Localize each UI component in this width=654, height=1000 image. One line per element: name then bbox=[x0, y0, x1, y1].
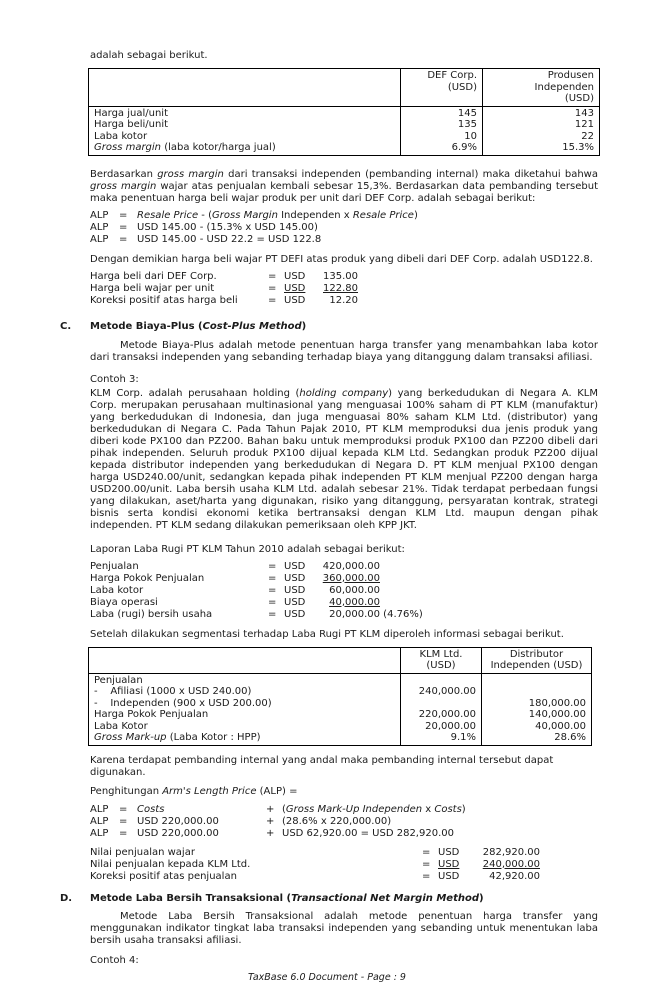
pnl-row: Biaya operasi = USD 40,000.00 bbox=[90, 596, 380, 608]
table-row: Harga beli/unit bbox=[94, 119, 169, 130]
nilai-penjualan-summary bbox=[0, 847, 654, 883]
alp-line: ALP = Costs + (Gross Mark-Up Independen x Costs) bbox=[90, 803, 466, 815]
alp-line: ALP = USD 145.00 - USD 22.2 = USD 122.8 bbox=[90, 233, 322, 245]
segmentation-table bbox=[88, 647, 592, 746]
summary-row: Nilai penjualan kepada KLM Ltd. = USD 240,000.00 bbox=[90, 858, 540, 870]
paragraph-karena: Karena terdapat pembanding internal yang andal maka pembanding internal tersebut dapat digunakan. bbox=[90, 754, 554, 778]
table2-header-distributor: Distributor Independen (USD) bbox=[481, 648, 591, 673]
table-row: Gross margin (laba kotor/harga jual) bbox=[94, 142, 276, 153]
table1-labels bbox=[89, 106, 400, 155]
table2-labels bbox=[89, 673, 400, 745]
paragraph-dengan-demikian: Dengan demikian harga beli wajar PT DEFI atas produk yang dibeli dari DEF Corp. adalah USD122.8. bbox=[90, 253, 593, 265]
paragraph-tnmm: Metode Laba Bersih Transaksional adalah metode penentuan harga transfer yang menggunakan indikator tingkat laba transaksi independen yang sebanding untuk menentukan laba bersih usaha transaksi afiliasi. bbox=[90, 910, 598, 946]
table-row: Harga jual/unit bbox=[94, 107, 169, 119]
table1-values-def: 145 135 10 6.9% bbox=[400, 106, 482, 155]
section-heading-d: D. Metode Laba Bersih Transaksional (Transactional Net Margin Method) bbox=[60, 892, 484, 904]
paragraph-setelah: Setelah dilakukan segmentasi terhadap Laba Rugi PT KLM diperoleh informasi sebagai berikut. bbox=[90, 628, 564, 640]
section-heading-c: C. Metode Biaya-Plus (Cost-Plus Method) bbox=[60, 320, 307, 332]
summary-row: Nilai penjualan wajar = USD 282,920.00 bbox=[90, 846, 540, 858]
page-footer: TaxBase 6.0 Document - Page : 9 bbox=[248, 972, 406, 983]
table-row: - Afiliasi (1000 x USD 240.00) bbox=[94, 686, 252, 697]
paragraph-contoh3: KLM Corp. adalah perusahaan holding (holding company) yang berkedudukan di Negara A. KLM Corp. merupakan perusahaan multinasional yang menguasai 100% saham di PT KLM (manufaktur) yang berkedudukan di Indonesia, dan juga menguasai 80% saham KLM Ltd. (distributor) yang berkedudukan di Negara C. Pada Tahun Pajak 2010, PT KLM memproduksi dua jenis produk yang diberi kode PX100 dan PZ200. Bahan baku untuk memproduksi produk PX100 dan PZ200 dibeli dari pihak independen. Seluruh produk PX100 dijual kepada KLM Ltd. Sedangkan produk PZ200 dijual kepada distributor independen yang berkedudukan di Negara D. PT KLM menjual PX100 dengan harga USD240.00/unit, sedangkan kepada pihak independen PT KLM menjual PZ200 dengan harga USD200.00/unit. Laba bersih usaha KLM Ltd. adalah sebesar 21%. Tidak terdapat perbedaan fungsi yang dilakukan, aset/harta yang digunakan, risiko yang ditanggung, persyaratan kontrak, strategi bisnis serta kondisi ekonomi ketika bertransaksi dengan KLM Ltd. maupun dengan pihak independen. PT KLM sedang dilakukan pemeriksaan oleh KPP JKT. bbox=[90, 387, 598, 531]
contoh4-label: Contoh 4: bbox=[90, 954, 139, 966]
pnl-row: Harga Pokok Penjualan = USD 360,000.00 bbox=[90, 572, 380, 584]
table1-values-independen: 143 121 22 15.3% bbox=[482, 106, 599, 155]
alp-line: ALP = Resale Price - (Gross Margin Independen x Resale Price) bbox=[90, 209, 418, 221]
table2-values-klm: 240,000.00 220,000.00 20,000.00 9.1% bbox=[400, 673, 481, 745]
table-row: Laba kotor bbox=[94, 130, 148, 142]
contoh3-label: Contoh 3: bbox=[90, 373, 139, 385]
paragraph-penghitungan: Penghitungan Arm's Length Price (ALP) = bbox=[90, 785, 298, 797]
profit-loss-block bbox=[0, 561, 654, 621]
alp-calculation-cost-plus bbox=[0, 804, 654, 840]
table-row: Laba Kotor bbox=[94, 720, 148, 732]
table1-header-def-corp: DEF Corp. (USD) bbox=[400, 69, 482, 106]
alp-calculation-resale-price bbox=[0, 210, 654, 246]
alp-line: ALP = USD 220,000.00 + USD 62,920.00 = USD 282,920.00 bbox=[90, 827, 454, 839]
alp-line: ALP = USD 220,000.00 + (28.6% x 220,000.00) bbox=[90, 815, 392, 827]
intro-text: adalah sebagai berikut. bbox=[90, 50, 208, 61]
table-row: - Independen (900 x USD 200.00) bbox=[94, 697, 272, 709]
table-row: Gross Mark-up (Laba Kotor : HPP) bbox=[94, 732, 261, 743]
pnl-row: Laba kotor = USD 60,000.00 bbox=[90, 584, 380, 596]
price-comparison-table bbox=[88, 68, 600, 156]
paragraph-berdasarkan: Berdasarkan gross margin dari transaksi independen (pembanding internal) maka diketahui bahwa gross margin wajar atas penjualan kembali sebesar 15,3%. Berdasarkan data pembanding tersebut maka penentuan harga beli wajar produk per unit dari DEF Corp. adalah sebagai berikut: bbox=[90, 168, 598, 204]
table2-header-empty bbox=[89, 648, 400, 673]
summary-row: Koreksi positif atas penjualan = USD 42,920.00 bbox=[90, 870, 540, 882]
pnl-row: Laba (rugi) bersih usaha = USD 20,000.00 (4.76%) bbox=[90, 608, 423, 620]
harga-beli-summary bbox=[0, 271, 654, 307]
table2-values-distributor: 180,000.00 140,000.00 40,000.00 28.6% bbox=[481, 673, 591, 745]
summary-row: Harga beli wajar per unit = USD 122.80 bbox=[90, 282, 358, 294]
alp-line: ALP = USD 145.00 - (15.3% x USD 145.00) bbox=[90, 221, 318, 233]
summary-row: Koreksi positif atas harga beli = USD 12.20 bbox=[90, 294, 358, 306]
table-row: Harga Pokok Penjualan bbox=[94, 709, 209, 720]
summary-row: Harga beli dari DEF Corp. = USD 135.00 bbox=[90, 270, 358, 282]
pnl-row: Penjualan = USD 420,000.00 bbox=[90, 560, 380, 572]
table1-header-empty bbox=[89, 69, 400, 106]
paragraph-laporan: Laporan Laba Rugi PT KLM Tahun 2010 adalah sebagai berikut: bbox=[90, 543, 405, 555]
table2-header-klm: KLM Ltd. (USD) bbox=[400, 648, 481, 673]
table-row: Penjualan bbox=[94, 674, 143, 686]
paragraph-cost-plus: Metode Biaya-Plus adalah metode penentuan harga transfer yang menambahkan laba kotor dari transaksi independen yang sebanding terhadap biaya yang ditanggung dalam transaksi afiliasi. bbox=[90, 339, 598, 363]
table1-header-produsen-independen: Produsen Independen (USD) bbox=[482, 69, 599, 106]
